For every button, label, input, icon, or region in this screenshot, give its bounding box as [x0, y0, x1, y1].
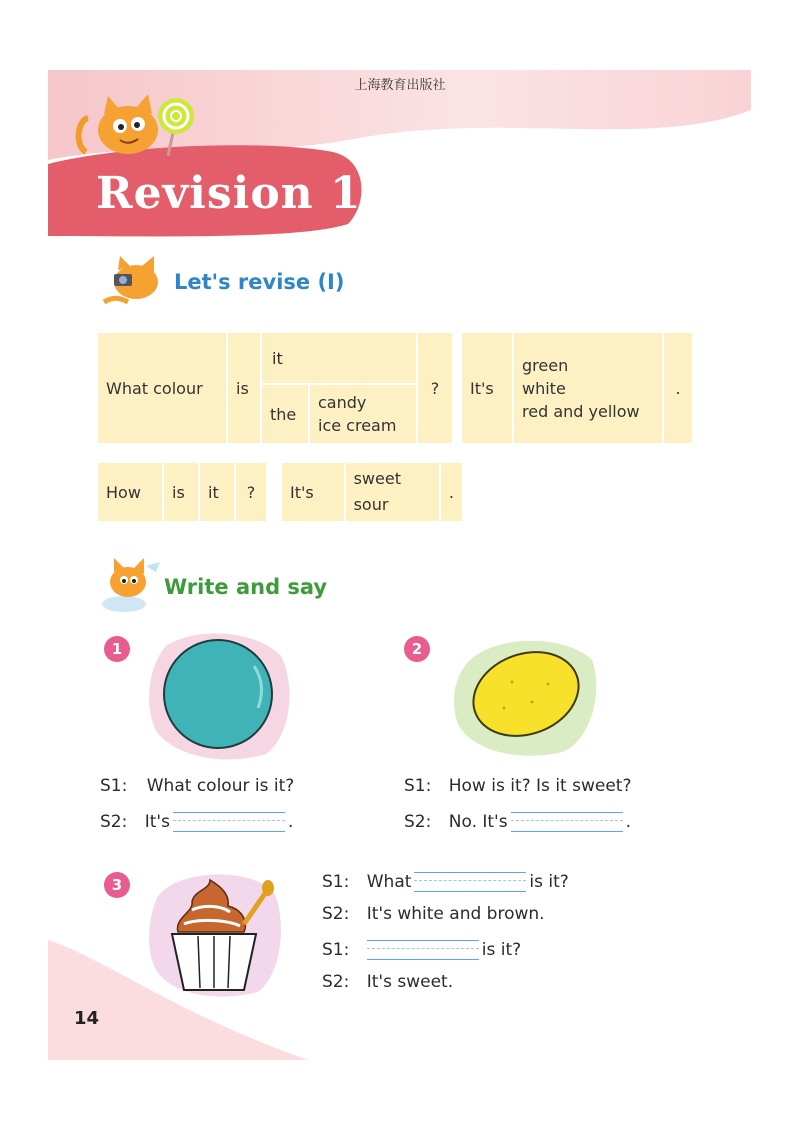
table-cell-colours — [514, 333, 664, 443]
dialogue-text: What — [366, 872, 412, 892]
cat-lollipop-icon — [68, 90, 208, 160]
dialogue-line — [404, 776, 631, 796]
sentence-table-taste-answer — [282, 463, 462, 521]
table-cell: it — [262, 333, 416, 385]
answer-blank[interactable] — [173, 810, 285, 832]
dialogue-text: . — [625, 812, 631, 832]
table-cell: What colour — [98, 333, 228, 443]
dialogue-text: It's white and brown. — [366, 904, 545, 924]
speaker-label: S2: — [322, 904, 350, 924]
colour-item: white — [522, 378, 566, 398]
page-title: Revision 1 — [96, 168, 362, 219]
table-cell-nouns — [310, 385, 416, 443]
exercise-number-badge: 3 — [104, 872, 130, 898]
dialogue-line — [322, 938, 521, 960]
dialogue-text: is it? — [529, 872, 569, 892]
table-cell: ? — [246, 482, 256, 502]
table-cell: . — [448, 482, 454, 502]
textbook-page — [48, 70, 751, 1060]
speaker-label: S1: — [322, 940, 350, 960]
answer-blank[interactable] — [414, 870, 526, 892]
dialogue-text: It's — [144, 812, 170, 832]
speaker-label: S1: — [100, 776, 128, 796]
cat-camera-icon — [100, 256, 170, 306]
table-cell: it — [200, 463, 236, 521]
table-split-cell — [262, 333, 418, 443]
exercise-number-badge: 2 — [404, 636, 430, 662]
page-number: 14 — [74, 1008, 100, 1029]
dialogue-line — [322, 972, 453, 992]
dialogue-text: . — [287, 812, 294, 832]
table-cell: . — [675, 378, 681, 398]
dialogue-text: is it? — [481, 940, 522, 960]
dialogue-line — [100, 776, 294, 796]
noun-item: candy — [318, 393, 367, 412]
speaker-label: S1: — [322, 872, 350, 892]
exercise-number-badge: 1 — [104, 636, 130, 662]
ice-cream-icon — [148, 866, 288, 1002]
lemon-icon — [452, 632, 602, 758]
answer-blank[interactable] — [511, 810, 623, 832]
colour-item: green — [522, 355, 569, 375]
dialogue-text: What colour is it? — [146, 776, 295, 796]
section-heading-write: Write and say — [164, 575, 328, 599]
publisher-name: 上海教育出版社 — [354, 78, 446, 93]
teal-ball-icon — [146, 626, 296, 762]
noun-item: ice cream — [318, 416, 397, 435]
speaker-label: S2: — [100, 812, 128, 832]
answer-blank[interactable] — [367, 938, 479, 960]
speaker-label: S1: — [404, 776, 432, 796]
dialogue-text: No. It's — [448, 812, 508, 832]
cat-writing-icon — [100, 558, 164, 614]
table-cell: It's — [462, 333, 514, 443]
table-cell: is — [164, 463, 200, 521]
dialogue-line — [322, 904, 545, 924]
sentence-table-taste — [98, 463, 266, 521]
dialogue-line — [100, 810, 293, 832]
table-cell: It's — [282, 463, 346, 521]
dialogue-line — [322, 870, 569, 892]
table-cell: is — [228, 333, 262, 443]
table-cell: the — [262, 385, 310, 443]
speaker-label: S2: — [404, 812, 432, 832]
taste-item: sweet — [353, 469, 401, 488]
dialogue-text: It's sweet. — [366, 972, 454, 992]
table-cell: How — [98, 463, 164, 521]
dialogue-text: How is it? Is it sweet? — [448, 776, 632, 796]
sentence-table-colour-answer — [462, 333, 692, 443]
dialogue-line — [404, 810, 631, 832]
table-cell-tastes — [346, 463, 441, 521]
table-cell: ? — [430, 378, 440, 398]
colour-item: red and yellow — [522, 401, 640, 421]
speaker-label: S2: — [322, 972, 350, 992]
section-heading-revise: Let's revise (I) — [174, 270, 345, 294]
taste-item: sour — [353, 495, 389, 514]
sentence-table-colour — [98, 333, 452, 443]
